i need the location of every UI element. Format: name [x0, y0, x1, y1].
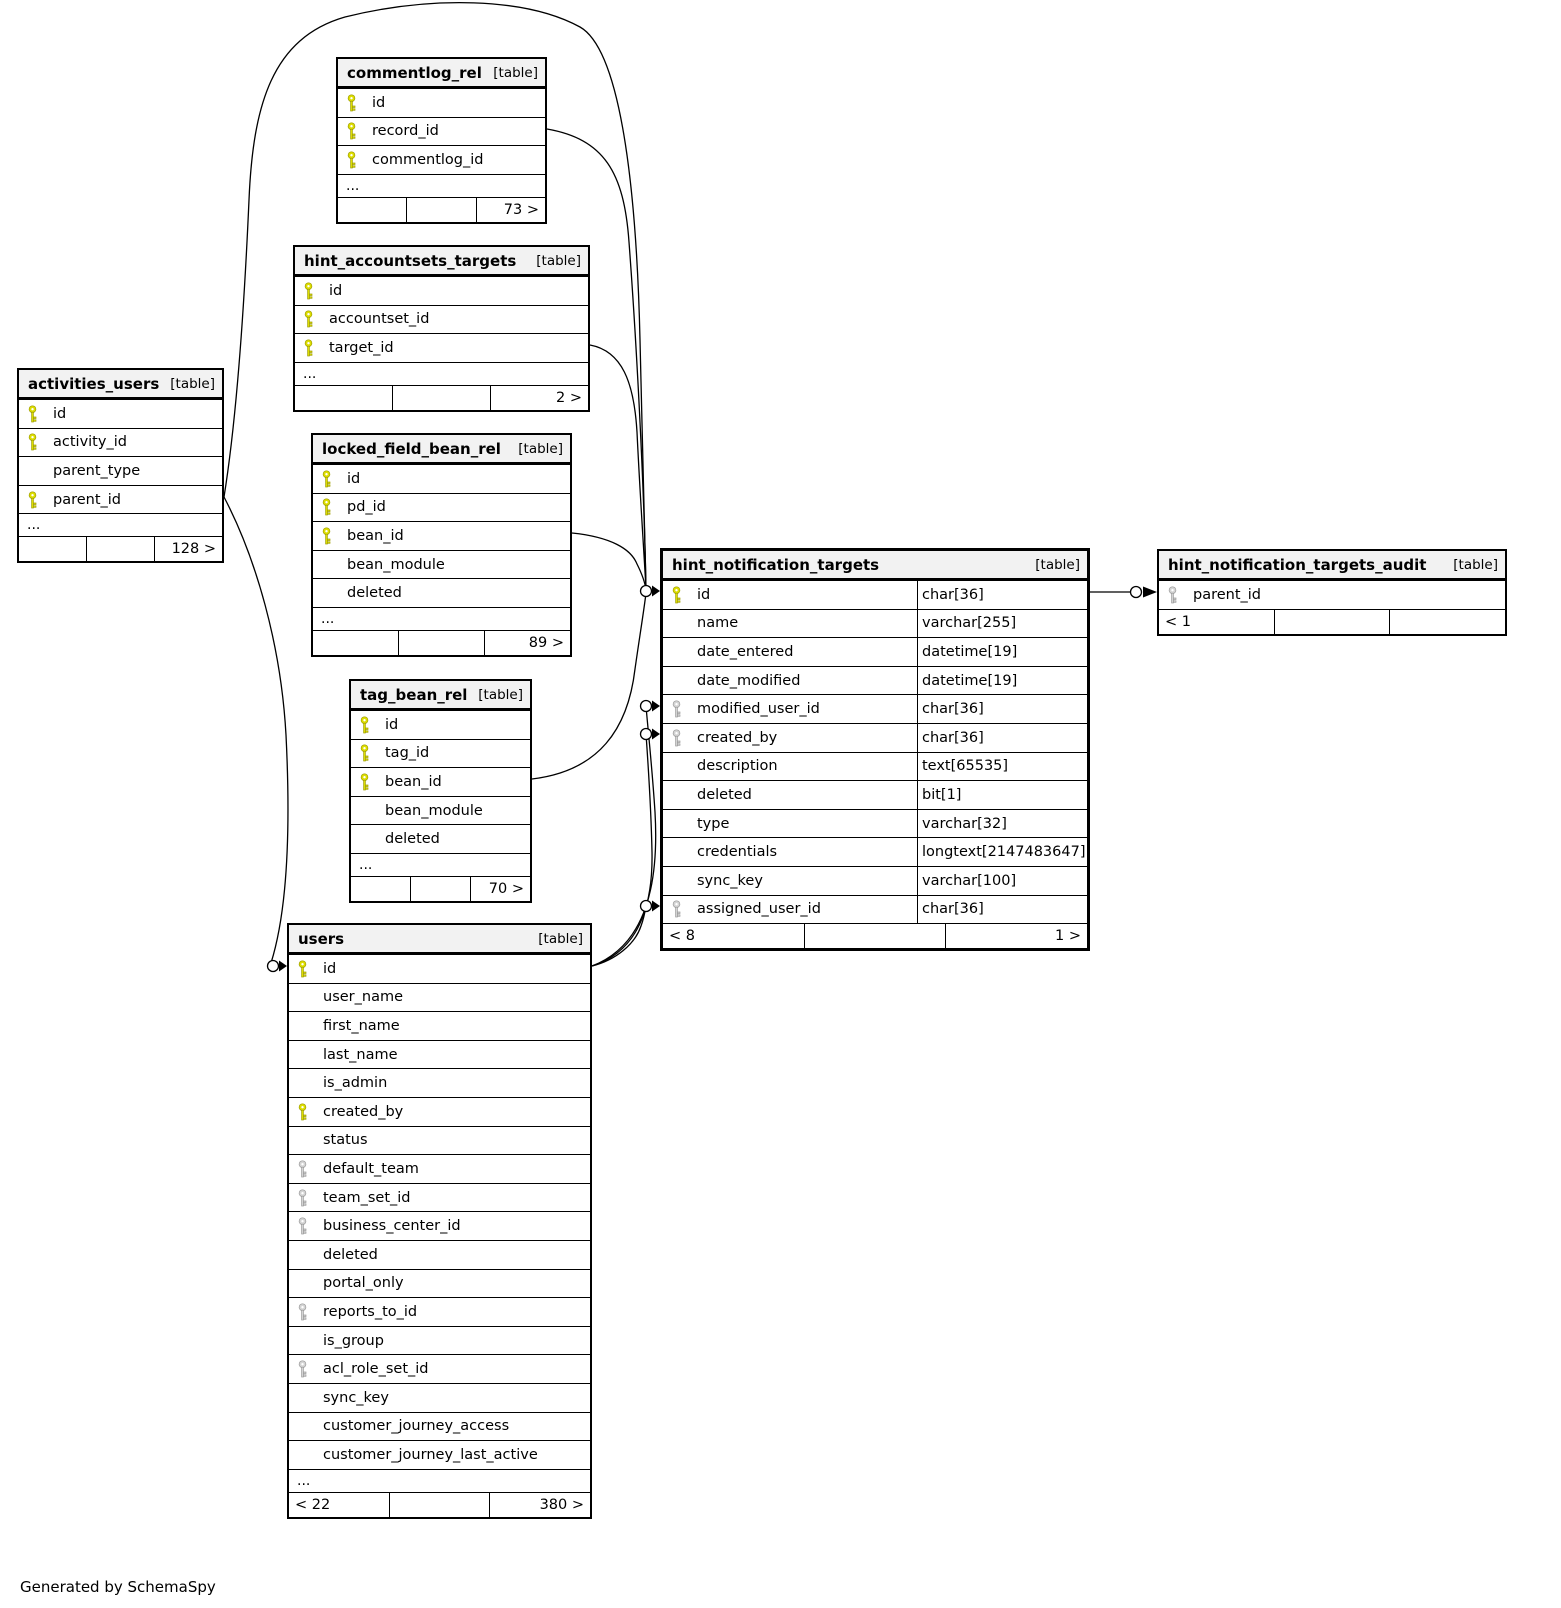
column-row-first_name	[289, 1011, 590, 1040]
zero-marker	[268, 961, 279, 972]
footer-spacer-cell	[398, 631, 484, 655]
column-name: default_team	[323, 1160, 419, 1177]
table-tag: [table]	[538, 930, 583, 947]
column-name: last_name	[323, 1046, 398, 1063]
footer-children-count: 1 >	[945, 924, 1087, 948]
column-name: date_modified	[697, 672, 801, 689]
column-name-cell	[289, 1184, 590, 1212]
column-name: created_by	[323, 1103, 404, 1120]
footer-spacer-cell	[406, 198, 475, 222]
column-name-cell	[289, 1270, 590, 1298]
foreign-key-icon	[663, 900, 689, 918]
column-row-target_id	[295, 333, 588, 362]
connector-activities-to-users	[224, 497, 288, 963]
column-row-id	[313, 464, 570, 493]
foreign-key-icon	[289, 1360, 315, 1378]
column-row-id	[289, 954, 590, 983]
column-row-customer_journey_last_active	[289, 1440, 590, 1469]
table-tag: [table]	[170, 375, 215, 392]
column-name: business_center_id	[323, 1218, 461, 1235]
column-name: bean_id	[385, 773, 442, 790]
column-row-reports_to_id	[289, 1297, 590, 1326]
more-columns-ellipsis: ...	[19, 513, 222, 536]
foreign-key-icon	[663, 700, 689, 718]
column-name-cell	[289, 1355, 590, 1383]
footer-parents-count: < 22	[295, 1496, 331, 1513]
column-name: first_name	[323, 1017, 400, 1034]
column-row-record_id	[338, 117, 545, 146]
column-row-date_entered	[663, 637, 1087, 666]
column-type: char[36]	[917, 896, 1087, 924]
column-row-user_name	[289, 983, 590, 1012]
column-row-bean_id	[351, 767, 530, 796]
column-name-cell	[338, 146, 545, 174]
column-type: varchar[32]	[917, 810, 1087, 838]
column-name-cell	[295, 277, 588, 305]
column-name: sync_key	[323, 1389, 389, 1406]
more-columns-ellipsis: ...	[338, 174, 545, 197]
footer-spacer-cell	[410, 877, 470, 901]
column-row-tag_id	[351, 739, 530, 768]
column-name: id	[347, 470, 361, 487]
column-name-cell	[295, 306, 588, 334]
column-name-cell	[663, 781, 917, 809]
column-name: reports_to_id	[323, 1303, 418, 1320]
footer-parents-count	[295, 386, 392, 410]
column-name: date_entered	[697, 643, 794, 660]
column-type: varchar[100]	[917, 867, 1087, 895]
table-header	[351, 681, 530, 710]
column-name: team_set_id	[323, 1189, 411, 1206]
table-tag: [table]	[518, 440, 563, 457]
column-name-cell	[289, 1298, 590, 1326]
column-row-acl_role_set_id	[289, 1354, 590, 1383]
table-header	[338, 59, 545, 88]
column-row-accountset_id	[295, 305, 588, 334]
column-row-business_center_id	[289, 1211, 590, 1240]
column-row-sync_key	[289, 1383, 590, 1412]
column-name: tag_id	[385, 745, 430, 762]
column-row-deleted	[289, 1240, 590, 1269]
column-row-bean_id	[313, 521, 570, 550]
column-name-cell	[313, 465, 570, 493]
column-name-cell	[289, 1069, 590, 1097]
table-footer	[289, 1492, 590, 1517]
column-name: type	[697, 815, 730, 832]
column-name: description	[697, 758, 778, 775]
table-header	[19, 370, 222, 399]
column-name: accountset_id	[329, 311, 430, 328]
table-footer	[313, 630, 570, 655]
column-row-status	[289, 1126, 590, 1155]
column-row-is_admin	[289, 1068, 590, 1097]
many-arrow	[652, 901, 660, 912]
column-row-created_by	[663, 723, 1087, 752]
column-row-created_by	[289, 1097, 590, 1126]
column-row-deleted	[313, 578, 570, 607]
column-name-cell	[289, 1012, 590, 1040]
column-name-cell	[663, 896, 917, 924]
column-name-cell	[663, 638, 917, 666]
table-tag: [table]	[493, 64, 538, 81]
column-name-cell	[663, 724, 917, 752]
table-hint_notification_targets_audit	[1157, 549, 1507, 636]
column-row-last_name	[289, 1040, 590, 1069]
column-name: created_by	[697, 729, 778, 746]
more-columns-ellipsis: ...	[313, 607, 570, 630]
table-tag: [table]	[1035, 556, 1080, 573]
column-row-sync_key	[663, 866, 1087, 895]
column-name: pd_id	[347, 499, 386, 516]
foreign-key-icon	[289, 1303, 315, 1321]
column-row-description	[663, 752, 1087, 781]
table-name[interactable]: activities_users	[28, 374, 160, 393]
column-row-id	[338, 88, 545, 117]
table-header	[663, 551, 1087, 580]
column-name: bean_id	[347, 527, 404, 544]
footer-children-count: 73 >	[476, 198, 545, 222]
zero-marker	[641, 901, 652, 912]
column-name: customer_journey_access	[323, 1418, 510, 1435]
footer-children-count: 2 >	[490, 386, 588, 410]
column-name-cell	[313, 551, 570, 579]
primary-key-icon	[338, 122, 364, 140]
primary-key-icon	[313, 527, 339, 545]
primary-key-icon	[295, 339, 321, 357]
column-row-pd_id	[313, 493, 570, 522]
column-row-deleted	[663, 780, 1087, 809]
column-name: id	[329, 282, 343, 299]
zero-marker	[641, 701, 652, 712]
primary-key-icon	[313, 470, 339, 488]
column-row-id	[351, 710, 530, 739]
column-name: id	[372, 94, 386, 111]
column-name: name	[697, 615, 739, 632]
column-type: longtext[2147483647]	[917, 838, 1087, 866]
footer-parents-count	[19, 537, 86, 561]
column-name: parent_type	[53, 462, 141, 479]
table-name[interactable]: hint_notification_targets	[672, 555, 880, 574]
column-type: datetime[19]	[917, 667, 1087, 695]
column-row-bean_module	[351, 796, 530, 825]
footer-parents-count	[351, 877, 410, 901]
table-hint_notification_targets	[660, 548, 1090, 951]
column-name-cell	[19, 486, 222, 514]
primary-key-icon	[295, 282, 321, 300]
footer-children-count: 128 >	[154, 537, 222, 561]
column-name-cell	[19, 429, 222, 457]
primary-key-icon	[351, 716, 377, 734]
column-row-assigned_user_id	[663, 895, 1087, 924]
column-name-cell	[289, 1241, 590, 1269]
column-row-id	[663, 580, 1087, 609]
column-name: assigned_user_id	[697, 901, 821, 918]
column-name: portal_only	[323, 1275, 404, 1292]
column-name-cell	[351, 797, 530, 825]
table-tag_bean_rel	[349, 679, 532, 903]
more-columns-ellipsis: ...	[289, 1469, 590, 1492]
footer-spacer-cell	[392, 386, 490, 410]
primary-key-icon	[289, 960, 315, 978]
column-name-cell	[313, 522, 570, 550]
footer-children-count	[1389, 610, 1505, 634]
table-footer	[1159, 609, 1505, 634]
column-name-cell	[663, 581, 917, 609]
footer-parents-count: < 8	[669, 928, 695, 945]
many-arrow	[652, 701, 660, 712]
table-footer	[351, 876, 530, 901]
schemaspy-credit: Generated by SchemaSpy	[20, 1578, 216, 1596]
column-name-cell	[663, 753, 917, 781]
table-hint_accountsets_targets	[293, 245, 590, 412]
table-footer	[338, 197, 545, 222]
column-row-customer_journey_access	[289, 1412, 590, 1441]
column-name: customer_journey_last_active	[323, 1446, 538, 1463]
column-row-default_team	[289, 1154, 590, 1183]
column-name-cell	[19, 457, 222, 485]
column-name-cell	[289, 1413, 590, 1441]
table-name[interactable]: commentlog_rel	[347, 63, 482, 82]
footer-spacer-cell	[1274, 610, 1390, 634]
column-name-cell	[351, 825, 530, 853]
primary-key-icon	[351, 744, 377, 762]
column-name: deleted	[385, 831, 440, 848]
column-name-cell	[313, 494, 570, 522]
column-name: is_group	[323, 1332, 384, 1349]
primary-key-icon	[295, 310, 321, 328]
primary-key-icon	[351, 773, 377, 791]
column-row-bean_module	[313, 550, 570, 579]
footer-children-count: 380 >	[489, 1493, 590, 1517]
column-name: id	[53, 405, 67, 422]
column-name: credentials	[697, 844, 778, 861]
column-type: char[36]	[917, 724, 1087, 752]
column-name-cell	[338, 118, 545, 146]
foreign-key-icon	[663, 729, 689, 747]
footer-spacer-cell	[804, 924, 946, 948]
footer-parents-count	[313, 631, 398, 655]
column-name: deleted	[347, 585, 402, 602]
column-name-cell	[663, 838, 917, 866]
table-tag: [table]	[1453, 556, 1498, 573]
column-name-cell	[663, 667, 917, 695]
table-tag: [table]	[478, 686, 523, 703]
primary-key-icon	[19, 405, 45, 423]
column-type: char[36]	[917, 695, 1087, 723]
column-name: parent_id	[53, 491, 122, 508]
table-commentlog_rel	[336, 57, 547, 224]
more-columns-ellipsis: ...	[351, 853, 530, 876]
column-row-commentlog_id	[338, 145, 545, 174]
table-tag: [table]	[536, 252, 581, 269]
table-name[interactable]: users	[298, 929, 345, 948]
column-name: deleted	[323, 1246, 378, 1263]
column-name: bean_module	[385, 802, 483, 819]
column-row-team_set_id	[289, 1183, 590, 1212]
foreign-key-icon	[1159, 586, 1185, 604]
column-name: id	[323, 960, 337, 977]
more-columns-ellipsis: ...	[295, 362, 588, 385]
many-arrow	[279, 961, 287, 972]
column-name-cell	[351, 768, 530, 796]
table-activities_users	[17, 368, 224, 563]
column-name-cell	[663, 810, 917, 838]
primary-key-icon	[338, 151, 364, 169]
column-row-parent_id	[19, 485, 222, 514]
column-name-cell	[295, 334, 588, 362]
column-row-credentials	[663, 837, 1087, 866]
column-row-deleted	[351, 824, 530, 853]
primary-key-icon	[19, 433, 45, 451]
column-name-cell	[351, 711, 530, 739]
footer-children-count: 70 >	[470, 877, 530, 901]
primary-key-icon	[313, 498, 339, 516]
column-row-type	[663, 809, 1087, 838]
column-name-cell	[289, 1441, 590, 1469]
column-row-activity_id	[19, 428, 222, 457]
column-name-cell	[289, 955, 590, 983]
table-name[interactable]: hint_notification_targets_audit	[1168, 555, 1427, 574]
connector-users-to-createdby	[592, 734, 652, 966]
column-name: deleted	[697, 786, 752, 803]
table-users	[287, 923, 592, 1519]
column-name: activity_id	[53, 434, 127, 451]
primary-key-icon	[289, 1103, 315, 1121]
column-name-cell	[338, 89, 545, 117]
column-row-is_group	[289, 1326, 590, 1355]
column-name: acl_role_set_id	[323, 1361, 429, 1378]
column-name: parent_id	[1193, 586, 1262, 603]
footer-spacer-cell	[86, 537, 154, 561]
column-name-cell	[289, 1155, 590, 1183]
footer-spacer-cell	[389, 1493, 490, 1517]
column-type: datetime[19]	[917, 638, 1087, 666]
column-row-id	[19, 399, 222, 428]
column-row-parent_id	[1159, 580, 1505, 609]
column-name: commentlog_id	[372, 151, 484, 168]
footer-parents-count	[338, 198, 406, 222]
column-row-parent_type	[19, 456, 222, 485]
column-type: text[65535]	[917, 753, 1087, 781]
column-name: target_id	[329, 339, 394, 356]
column-name-cell	[351, 740, 530, 768]
column-name-cell	[289, 1327, 590, 1355]
column-row-name	[663, 609, 1087, 638]
foreign-key-icon	[289, 1189, 315, 1207]
primary-key-icon	[338, 94, 364, 112]
column-type: bit[1]	[917, 781, 1087, 809]
zero-marker	[641, 729, 652, 740]
column-name-cell	[663, 610, 917, 638]
zero-marker	[641, 586, 652, 597]
foreign-key-icon	[289, 1217, 315, 1235]
many-arrow	[652, 729, 660, 740]
column-name-cell	[663, 867, 917, 895]
many-arrow	[1143, 587, 1157, 598]
footer-parents-count: < 1	[1165, 613, 1191, 630]
table-name[interactable]: hint_accountsets_targets	[304, 251, 517, 270]
column-name-cell	[289, 1384, 590, 1412]
table-footer	[295, 385, 588, 410]
column-name: bean_module	[347, 556, 445, 573]
column-name-cell	[289, 1041, 590, 1069]
column-type: char[36]	[917, 581, 1087, 609]
table-footer	[19, 536, 222, 561]
table-footer	[663, 923, 1087, 948]
column-row-date_modified	[663, 666, 1087, 695]
zero-marker	[1131, 587, 1142, 598]
column-type: varchar[255]	[917, 610, 1087, 638]
column-name-cell	[313, 579, 570, 607]
many-arrow	[652, 586, 660, 597]
column-name: modified_user_id	[697, 701, 820, 718]
table-name[interactable]: tag_bean_rel	[360, 685, 468, 704]
footer-children-count: 89 >	[484, 631, 570, 655]
primary-key-icon	[19, 491, 45, 509]
column-name-cell	[19, 400, 222, 428]
column-name: is_admin	[323, 1075, 388, 1092]
column-name-cell	[663, 695, 917, 723]
column-name-cell	[289, 1212, 590, 1240]
column-row-id	[295, 276, 588, 305]
column-name: user_name	[323, 989, 403, 1006]
table-header	[1159, 551, 1505, 580]
column-name-cell	[289, 984, 590, 1012]
column-row-portal_only	[289, 1269, 590, 1298]
table-header	[289, 925, 590, 954]
column-name-cell	[1159, 581, 1505, 609]
table-name[interactable]: locked_field_bean_rel	[322, 439, 501, 458]
foreign-key-icon	[289, 1160, 315, 1178]
column-name-cell	[289, 1127, 590, 1155]
primary-key-icon	[663, 586, 689, 604]
table-locked_field_bean_rel	[311, 433, 572, 657]
connector-lockedfield-to-hint	[572, 533, 646, 590]
column-row-modified_user_id	[663, 694, 1087, 723]
column-name-cell	[289, 1098, 590, 1126]
column-name: sync_key	[697, 872, 763, 889]
connector-users-to-assigned	[592, 906, 646, 966]
table-header	[295, 247, 588, 276]
column-name: status	[323, 1132, 368, 1149]
column-name: id	[697, 586, 711, 603]
table-header	[313, 435, 570, 464]
column-name: record_id	[372, 123, 439, 140]
column-name: id	[385, 716, 399, 733]
